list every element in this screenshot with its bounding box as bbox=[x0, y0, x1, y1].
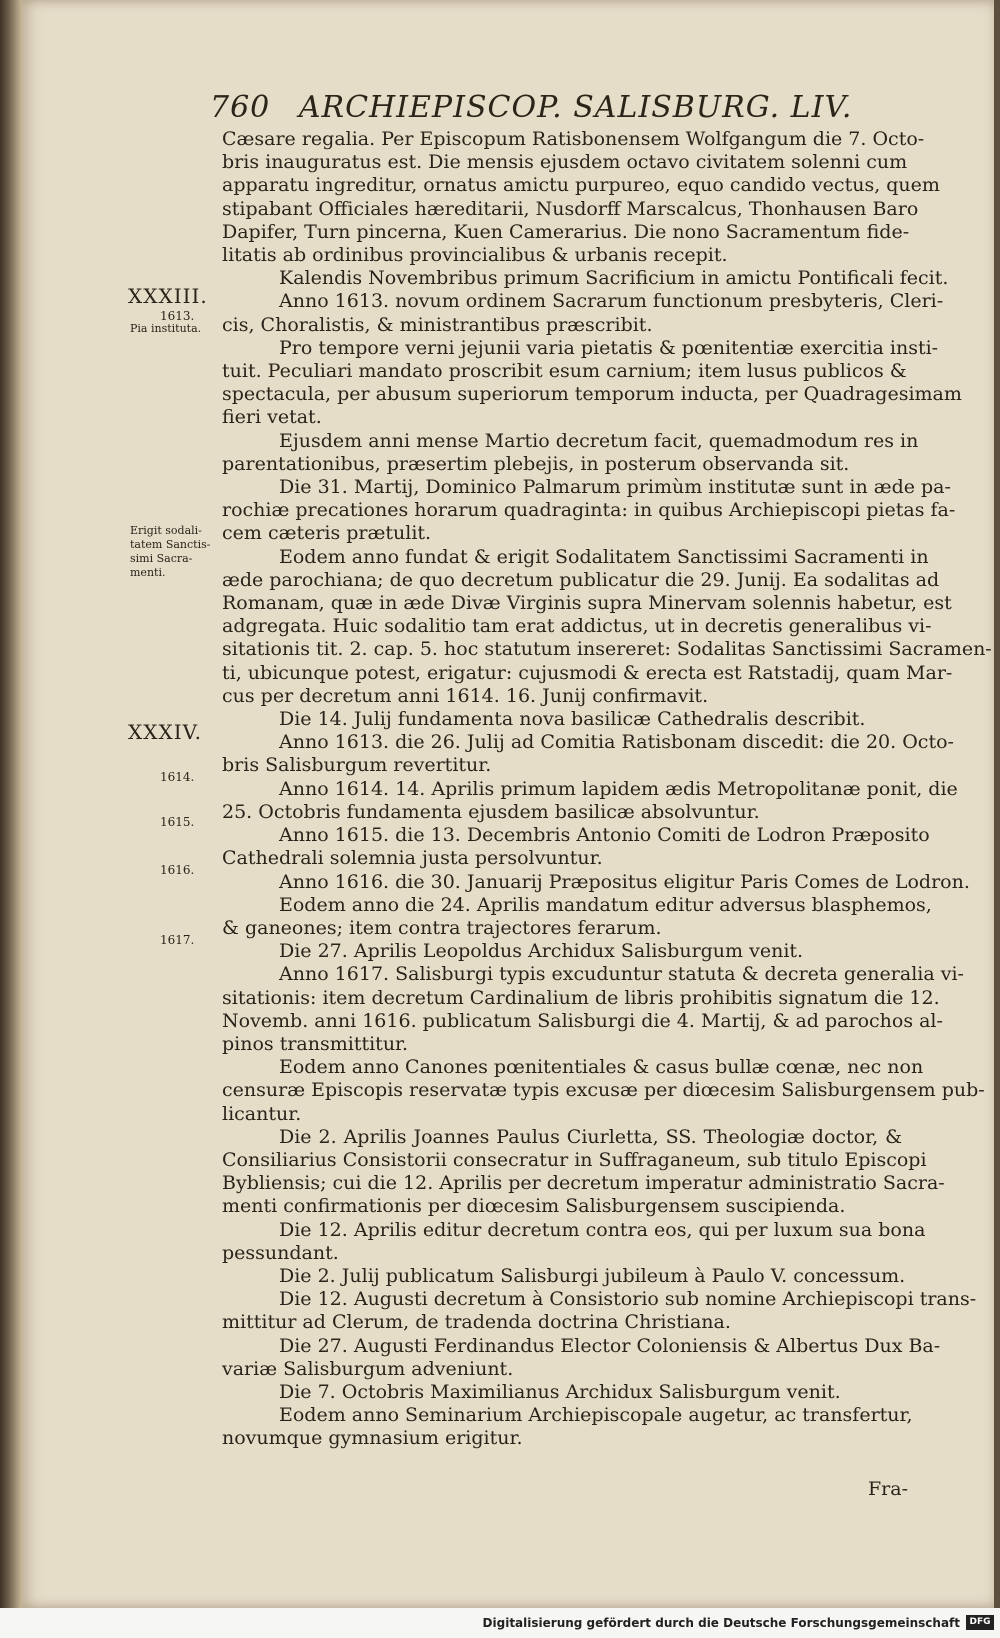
running-title: ARCHIEPISCOP. SALISBURG. LIV. bbox=[298, 90, 853, 125]
text-line: pinos transmittitur. bbox=[222, 1032, 409, 1055]
margin-section-xxxiii: XXXIII. bbox=[128, 284, 208, 308]
text-line: cus per decretum anni 1614. 16. Junij confirmavit. bbox=[222, 684, 709, 707]
page-header bbox=[210, 90, 852, 125]
margin-note-sodalitas-2: tatem Sanctis- bbox=[130, 538, 211, 551]
text-line: Anno 1613. die 26. Julij ad Comitia Ratisbonam discedit: die 20. Octo- bbox=[279, 731, 954, 754]
text-line: Eodem anno die 24. Aprilis mandatum editur adversus blasphemos, bbox=[279, 893, 932, 916]
text-line: bris inauguratus est. Die mensis ejusdem octavo civitatem solenni cum bbox=[222, 151, 908, 174]
margin-section-xxxiv: XXXIV. bbox=[128, 720, 202, 744]
text-line: Eodem anno Canones pœnitentiales & casus bullæ cœnæ, nec non bbox=[279, 1056, 924, 1079]
text-line: 25. Octobris fundamenta ejusdem basilicæ absolvuntur. bbox=[222, 800, 760, 823]
text-line: cem cæteris prætulit. bbox=[222, 522, 432, 545]
text-line: Anno 1613. novum ordinem Sacrarum functionum presbyteris, Cleri- bbox=[279, 290, 944, 313]
text-line: cis, Choralistis, & ministrantibus præscribit. bbox=[222, 313, 653, 336]
text-line: spectacula, per abusum superiorum temporum inducta, per Quadragesimam bbox=[222, 383, 962, 406]
margin-note-sodalitas-1: Erigit sodali- bbox=[130, 524, 202, 537]
text-line: variæ Salisburgum adveniunt. bbox=[222, 1357, 514, 1380]
text-line: litatis ab ordinibus provincialibus & urbanis recepit. bbox=[222, 244, 728, 267]
body-text bbox=[222, 128, 992, 1451]
margin-year-1613: 1613. bbox=[160, 309, 195, 323]
text-line: parentationibus, præsertim plebejis, in posterum observanda sit. bbox=[222, 452, 850, 475]
text-line: tuit. Peculiari mandato proscribit esum carnium; item lusus publicos & bbox=[222, 360, 907, 383]
text-line: Die 2. Julij publicatum Salisburgi jubileum à Paulo V. concessum. bbox=[279, 1264, 906, 1287]
book-spine-edge bbox=[0, 0, 22, 1638]
dfg-logo: DFG bbox=[966, 1615, 994, 1630]
page-number: 760 bbox=[210, 90, 271, 125]
text-line: censuræ Episcopis reservatæ typis excusæ per diœcesim Salisburgensem pub- bbox=[222, 1079, 985, 1102]
text-line: Die 12. Aprilis editur decretum contra eos, qui per luxum sua bona bbox=[279, 1218, 926, 1241]
text-line: Die 14. Julij fundamenta nova basilicæ Cathedralis describit. bbox=[279, 708, 866, 731]
text-line: Die 7. Octobris Maximilianus Archidux Salisburgum venit. bbox=[279, 1380, 841, 1403]
text-line: adgregata. Huic sodalitio tam erat addictus, ut in decretis generalibus vi- bbox=[222, 615, 932, 638]
text-line: licantur. bbox=[222, 1102, 302, 1125]
text-line: sitationis tit. 2. cap. 5. hoc statutum insereret: Sodalitas Sanctissimi Sacramen- bbox=[222, 638, 992, 661]
text-line: Anno 1615. die 13. Decembris Antonio Comiti de Lodron Præposito bbox=[279, 824, 930, 847]
text-line: Eodem anno fundat & erigit Sodalitatem Sanctissimi Sacramenti in bbox=[279, 545, 929, 568]
text-line: fieri vetat. bbox=[222, 406, 322, 429]
text-line: Dapifer, Turn pincerna, Kuen Camerarius. Die nono Sacramentum fide- bbox=[222, 220, 910, 243]
text-line: menti confirmationis per diœcesim Salisburgensem suscipienda. bbox=[222, 1195, 846, 1218]
text-line: Anno 1614. 14. Aprilis primum lapidem ædis Metropolitanæ ponit, die bbox=[279, 777, 958, 800]
text-line: Die 27. Augusti Ferdinandus Elector Coloniensis & Albertus Dux Ba- bbox=[279, 1334, 941, 1357]
margin-year-1614: 1614. bbox=[160, 770, 195, 784]
text-line: Die 27. Aprilis Leopoldus Archidux Salisburgum venit. bbox=[279, 940, 804, 963]
catchword: Fra- bbox=[868, 1478, 909, 1500]
footer-credit: Digitalisierung gefördert durch die Deutsche Forschungsgemeinschaft bbox=[482, 1616, 960, 1630]
text-line: rochiæ precationes horarum quadraginta: in quibus Archiepiscopi pietas fa- bbox=[222, 499, 956, 522]
page-right-edge bbox=[994, 0, 1000, 1638]
margin-note-sodalitas-4: menti. bbox=[130, 566, 166, 579]
text-line: ti, ubicunque potest, erigatur: cujusmodi & erecta est Ratstadij, quam Mar- bbox=[222, 661, 953, 684]
text-line: Anno 1616. die 30. Januarij Præpositus eligitur Paris Comes de Lodron. bbox=[279, 870, 970, 893]
text-line: Pro tempore verni jejunii varia pietatis & pœnitentiæ exercitia insti- bbox=[279, 336, 939, 359]
text-line: Ejusdem anni mense Martio decretum facit, quemadmodum res in bbox=[279, 429, 919, 452]
text-line: bris Salisburgum revertitur. bbox=[222, 754, 492, 777]
margin-note-sodalitas-3: simi Sacra- bbox=[130, 552, 193, 565]
text-line: æde parochiana; de quo decretum publicatur die 29. Junij. Ea sodalitas ad bbox=[222, 568, 940, 591]
text-line: Romanam, quæ in æde Divæ Virginis supra Minervam solennis habetur, est bbox=[222, 592, 952, 615]
margin-year-1617: 1617. bbox=[160, 933, 195, 947]
text-line: Cathedrali solemnia justa persolvuntur. bbox=[222, 847, 603, 870]
text-line: stipabant Officiales hæreditarii, Nusdorff Marscalcus, Thonhausen Baro bbox=[222, 197, 919, 220]
margin-year-1615: 1615. bbox=[160, 815, 195, 829]
text-line: Die 2. Aprilis Joannes Paulus Ciurletta, SS. Theologiæ doctor, & bbox=[279, 1125, 902, 1148]
margin-note-instituta: Pia instituta. bbox=[130, 322, 202, 335]
text-line: Bybliensis; cui die 12. Aprilis per decretum imperatur administratio Sacra- bbox=[222, 1172, 945, 1195]
text-line: sitationis: item decretum Cardinalium de libris prohibitis signatum die 12. bbox=[222, 986, 940, 1009]
text-line: Eodem anno Seminarium Archiepiscopale augetur, ac transfertur, bbox=[279, 1404, 913, 1427]
text-line: & ganeones; item contra trajectores ferarum. bbox=[222, 916, 662, 939]
text-line: Novemb. anni 1616. publicatum Salisburgi die 4. Martij, & ad parochos al- bbox=[222, 1009, 943, 1032]
text-line: novumque gymnasium erigitur. bbox=[222, 1427, 523, 1450]
text-line: apparatu ingreditur, ornatus amictu purpureo, equo candido vectus, quem bbox=[222, 174, 940, 197]
text-line: Cæsare regalia. Per Episcopum Ratisbonensem Wolfgangum die 7. Octo- bbox=[222, 128, 925, 150]
text-line: Die 12. Augusti decretum à Consistorio sub nomine Archiepiscopi trans- bbox=[279, 1288, 977, 1311]
text-line: pessundant. bbox=[222, 1241, 339, 1264]
text-line: Consiliarius Consistorii consecratur in Suffraganeum, sub titulo Episcopi bbox=[222, 1148, 927, 1171]
digitization-footer bbox=[0, 1608, 1000, 1638]
text-line: Anno 1617. Salisburgi typis excuduntur statuta & decreta generalia vi- bbox=[279, 963, 964, 986]
text-line: Die 31. Martij, Dominico Palmarum primùm institutæ sunt in æde pa- bbox=[279, 476, 951, 499]
margin-year-1616: 1616. bbox=[160, 863, 195, 877]
text-line: Kalendis Novembribus primum Sacrificium in amictu Pontificali fecit. bbox=[279, 267, 949, 290]
text-line: mittitur ad Clerum, de tradenda doctrina Christiana. bbox=[222, 1311, 731, 1334]
